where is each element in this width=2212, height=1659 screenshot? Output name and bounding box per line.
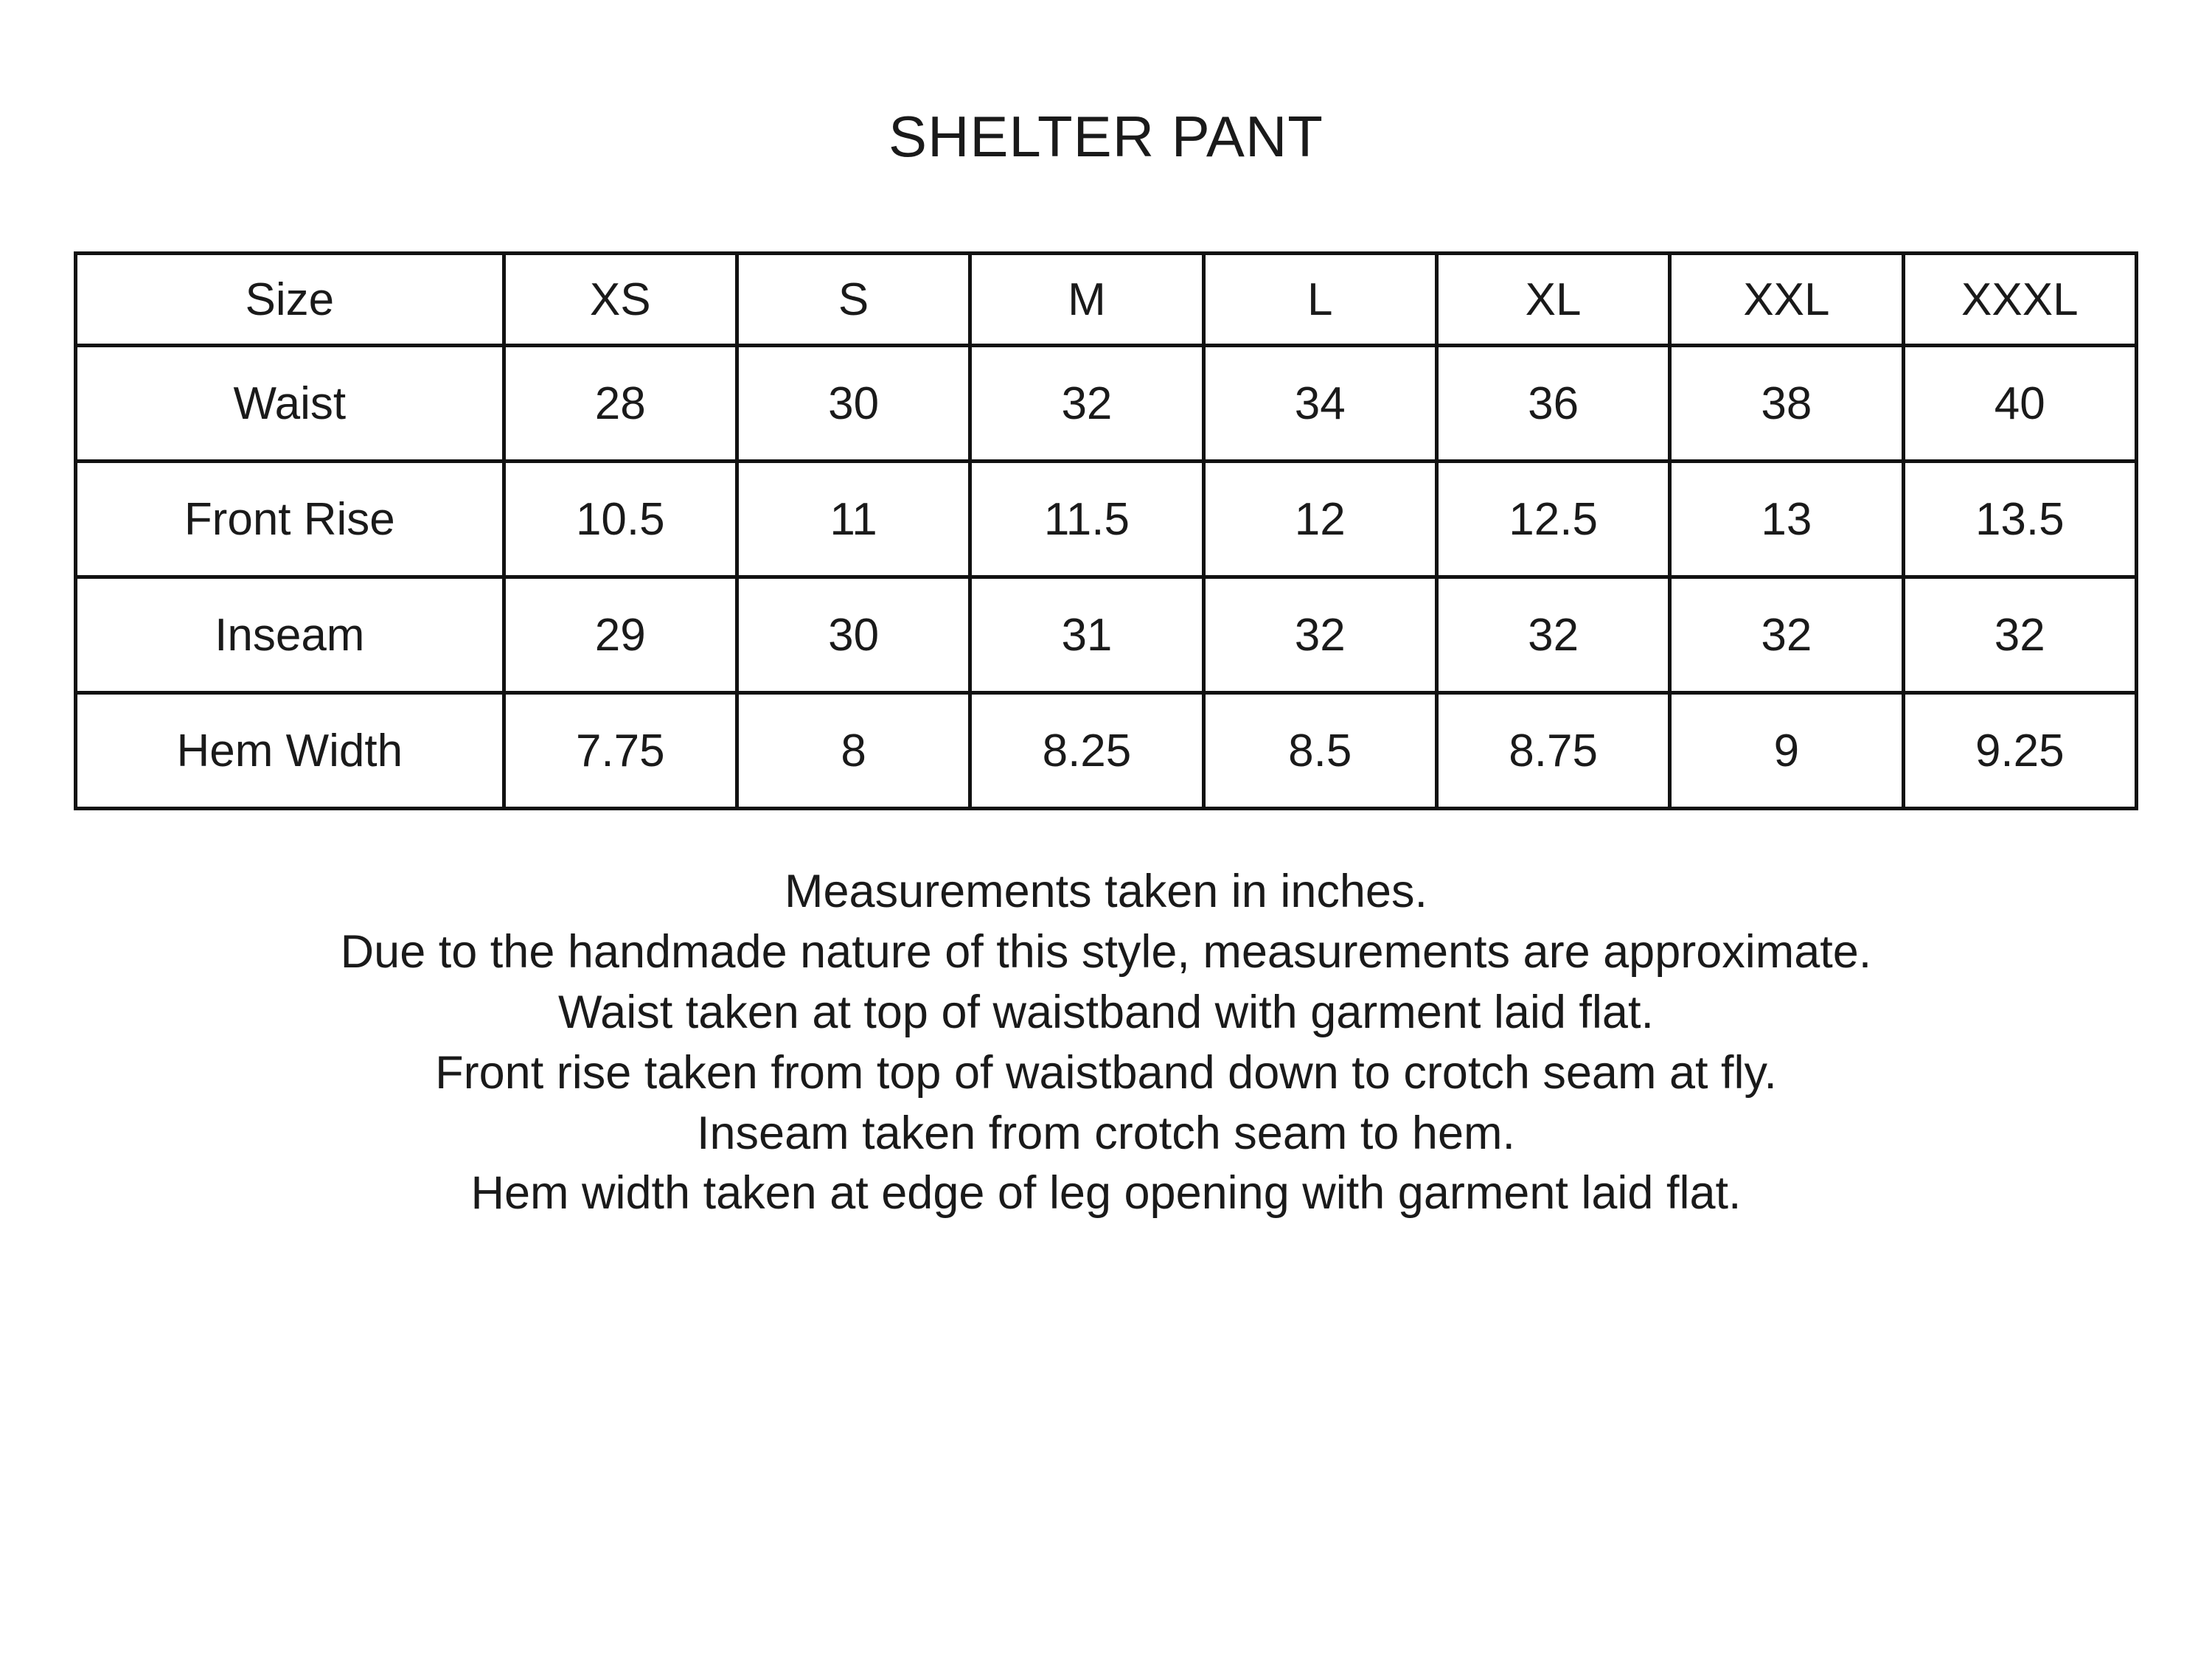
cell-hem-width-xl: 8.75	[1436, 693, 1669, 809]
table-body	[76, 346, 2137, 809]
cell-inseam-l: 32	[1203, 577, 1436, 693]
page-title: SHELTER PANT	[888, 104, 1324, 169]
cell-front-rise-l: 12	[1203, 462, 1436, 577]
cell-hem-width-m: 8.25	[970, 693, 1203, 809]
column-header-xl: XL	[1436, 254, 1669, 346]
note-line: Hem width taken at edge of leg opening with garment laid flat.	[470, 1167, 1742, 1220]
cell-front-rise-m: 11.5	[970, 462, 1203, 577]
table-header-row	[76, 254, 2137, 346]
cell-waist-xxxl: 40	[1903, 346, 2136, 462]
column-header-s: S	[737, 254, 970, 346]
table-row	[76, 577, 2137, 693]
size-chart-container	[74, 170, 2138, 810]
cell-waist-xs: 28	[504, 346, 737, 462]
cell-front-rise-xxl: 13	[1670, 462, 1903, 577]
size-chart-table	[74, 251, 2138, 810]
note-line: Inseam taken from crotch seam to hem.	[697, 1107, 1515, 1159]
cell-inseam-s: 30	[737, 577, 970, 693]
cell-waist-xl: 36	[1436, 346, 1669, 462]
cell-hem-width-xs: 7.75	[504, 693, 737, 809]
cell-inseam-xxl: 32	[1670, 577, 1903, 693]
cell-waist-xxl: 38	[1670, 346, 1903, 462]
note-line: Measurements taken in inches.	[785, 866, 1427, 917]
column-header-size: Size	[76, 254, 504, 346]
column-header-l: L	[1203, 254, 1436, 346]
table-row	[76, 693, 2137, 809]
column-header-xxl: XXL	[1670, 254, 1903, 346]
column-header-m: M	[970, 254, 1203, 346]
measurement-notes	[0, 862, 2212, 1224]
cell-front-rise-xxxl: 13.5	[1903, 462, 2136, 577]
note-line: Waist taken at top of waistband with garment laid flat.	[558, 986, 1654, 1038]
table-header	[76, 254, 2137, 346]
row-label-hem-width: Hem Width	[76, 693, 504, 809]
column-header-xs: XS	[504, 254, 737, 346]
cell-waist-m: 32	[970, 346, 1203, 462]
cell-front-rise-xs: 10.5	[504, 462, 737, 577]
cell-hem-width-xxl: 9	[1670, 693, 1903, 809]
table-row	[76, 462, 2137, 577]
column-header-xxxl: XXXL	[1903, 254, 2136, 346]
note-line: Due to the handmade nature of this style, measurements are approximate.	[340, 925, 1872, 978]
cell-waist-l: 34	[1203, 346, 1436, 462]
cell-hem-width-xxxl: 9.25	[1903, 693, 2136, 809]
row-label-front-rise: Front Rise	[76, 462, 504, 577]
cell-front-rise-s: 11	[737, 462, 970, 577]
cell-hem-width-l: 8.5	[1203, 693, 1436, 809]
cell-inseam-m: 31	[970, 577, 1203, 693]
cell-inseam-xxxl: 32	[1903, 577, 2136, 693]
row-label-waist: Waist	[76, 346, 504, 462]
cell-hem-width-s: 8	[737, 693, 970, 809]
cell-inseam-xl: 32	[1436, 577, 1669, 693]
cell-waist-s: 30	[737, 346, 970, 462]
cell-front-rise-xl: 12.5	[1436, 462, 1669, 577]
note-line: Front rise taken from top of waistband down to crotch seam at fly.	[435, 1046, 1777, 1099]
cell-inseam-xs: 29	[504, 577, 737, 693]
table-row	[76, 346, 2137, 462]
row-label-inseam: Inseam	[76, 577, 504, 693]
